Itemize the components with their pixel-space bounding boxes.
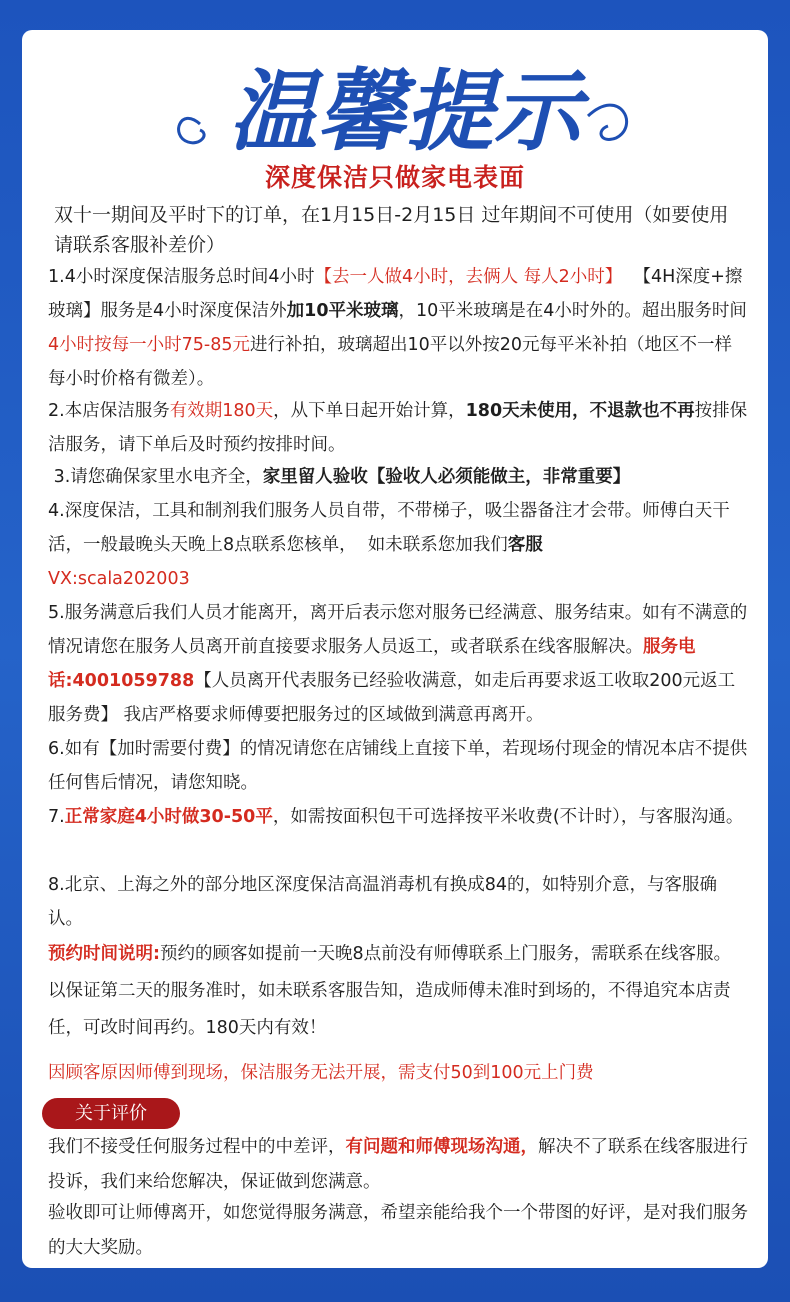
item-5-service-phone: 服务电话:4001059788: [48, 637, 696, 691]
item-2-part-a: 2.本店保洁服务: [48, 401, 170, 421]
item-2-part-c: ，从下单日起开始计算，: [273, 401, 466, 421]
item-4-part-a: 4.深度保洁，工具和制剂我们服务人员自带，不带梯子，吸尘器备注才会带。师傅白天干活，一般最晚头天晚上8点联系您核单， 如未联系您加我们: [48, 501, 730, 555]
item-4-bold-service: 客服: [507, 535, 543, 555]
item-1-part-a: 1.4小时深度保洁服务总时间4小时: [48, 267, 315, 287]
item-2-part-e: 按排保洁服务，请下单后及时预约按排时间。: [48, 401, 748, 455]
item-1: [48, 260, 748, 396]
item-7-part-a: 7.: [48, 807, 65, 827]
item-5-part-c: 【人员离开代表服务已经验收满意，如走后再要求返工收取200元返工服务费】 我店严格要求师傅要把服务过的区域做到满意再离开。: [48, 671, 736, 725]
intro-paragraph: 双十一期间及平时下的订单，在1月15日-2月15日 过年期间不可使用（如要使用请联系客服补差价）: [54, 204, 729, 256]
item-2-highlight-validity: 有效期180天: [169, 401, 274, 421]
item-3: [48, 460, 748, 494]
item-2-bold-no-refund: 180天未使用，不退款也不再: [465, 401, 695, 421]
item-1-highlight-price: 4小时按每一小时75-85元: [48, 335, 250, 355]
item-1-highlight-people: 【去一人做4小时，去俩人 每人2小时】: [314, 267, 623, 287]
banner-title-text: 温馨提示: [228, 59, 582, 163]
item-6: 6.如有【加时需要付费】的情况请您在店铺线上直接下单，若现场付现金的情况本店不提供任何售后情况，请您知晓。: [48, 739, 748, 793]
item-1-part-e: ，10平米玻璃是在4小时外的。超出服务时间: [398, 301, 747, 321]
item-4: [48, 494, 748, 596]
item-7-highlight-area: 正常家庭4小时做30-50平: [64, 807, 273, 827]
item-7: [48, 800, 748, 834]
banner-title: [170, 46, 640, 168]
item-3-bold-acceptance: 家里留人验收【验收人必须能做主，非常重要】: [262, 467, 631, 487]
booking-note: [48, 936, 748, 1047]
review-p1-a: 我们不接受任何服务过程中的中差评，: [48, 1137, 346, 1157]
item-5-part-a: 5.服务满意后我们人员才能离开，离开后表示您对服务已经满意、服务结束。如有不满意的情况请您在服务人员离开前直接要求服务人员返工，或者联系在线客服解决。: [48, 603, 748, 657]
item-4-wechat-id: VX:scala202003: [48, 569, 190, 589]
review-paragraph-2: 验收即可让师傅离开，如您觉得服务满意，希望亲能给我个一个带图的好评，是对我们服务的大大奖励。: [48, 1203, 748, 1258]
item-7-part-c: ，如需按面积包干可选择按平米收费(不计时），与客服沟通。: [272, 807, 744, 827]
item-3-part-a: 3.请您确保家里水电齐全，: [48, 467, 263, 487]
review-paragraph-1: [48, 1130, 748, 1199]
fee-notice: 因顾客原因师傅到现场，保洁服务无法开展，需支付50到100元上门费: [48, 1063, 594, 1083]
page-subtitle: 深度保洁只做家电表面: [264, 163, 525, 192]
notice-card: [22, 30, 768, 1268]
review-section-pill: 关于评价: [42, 1098, 180, 1129]
left-swirl-decoration: [179, 118, 204, 142]
booking-text: 预约的顾客如提前一天晚8点前没有师傅联系上门服务，需联系在线客服。以保证第二天的服务准时，如未联系客服告知，造成师傅未准时到场的，不得追究本店责任，可改时间再约。180天内有效！: [48, 944, 732, 1038]
banner-title-art: [170, 46, 640, 168]
item-2: [48, 394, 748, 462]
review-p1-highlight: 有问题和师傅现场沟通，: [345, 1137, 538, 1157]
item-1-part-c: 【4H深度+擦玻璃】服务是4小时深度保洁外: [48, 267, 743, 321]
item-1-glass-bold: 加10平米玻璃: [286, 301, 399, 321]
item-8: 8.北京、上海之外的部分地区深度保洁高温消毒机有换成84的，如特别介意，与客服确认。: [48, 875, 717, 929]
item-5: [48, 596, 748, 732]
review-p1-c: 解决不了联系在线客服进行投诉，我们来给您解决，保证做到您满意。: [48, 1137, 748, 1192]
booking-label: 预约时间说明:: [48, 944, 160, 964]
right-swirl-decoration: [588, 105, 627, 139]
item-1-part-g: 进行补拍，玻璃超出10平以外按20元每平米补拍（地区不一样每小时价格有微差）。: [48, 335, 733, 389]
